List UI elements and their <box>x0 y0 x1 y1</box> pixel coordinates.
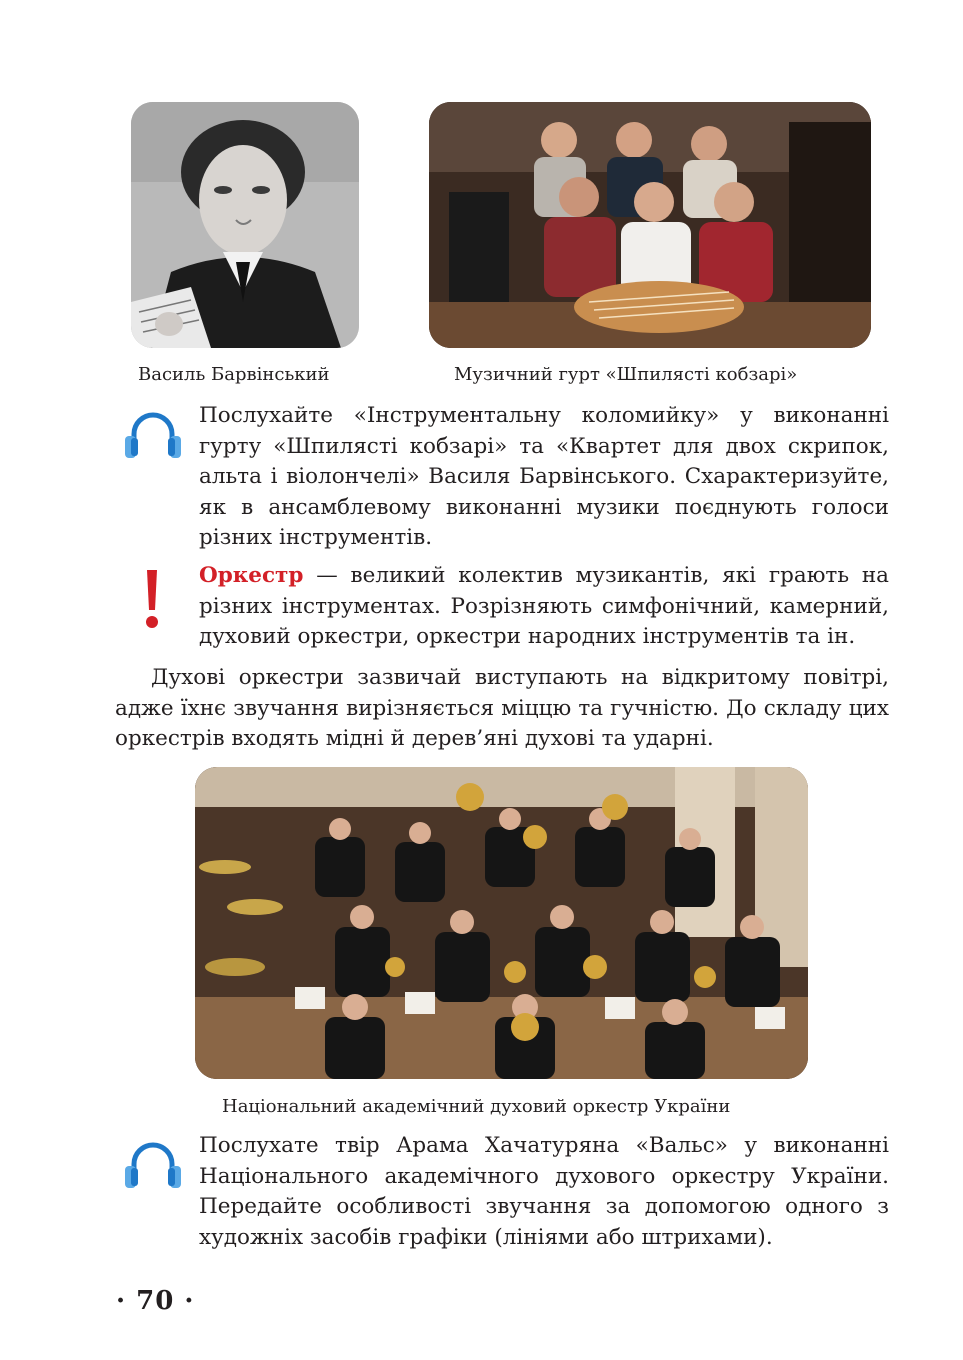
body-paragraph: Духові оркестри зазвичай виступають на відкритому повітрі, адже їхнє звучання вирізняється міццю та гучністю. До складу цих оркестрів входять мідні й дерев’яні духові та ударні. <box>115 665 889 751</box>
headphones-icon <box>122 410 184 462</box>
exclamation-icon <box>140 568 164 630</box>
page-number: · 70 · <box>116 1286 195 1316</box>
listening-task-2: Послухате твір Арама Хачатуряна «Вальс» у виконанні Національного академічного духового оркестру України. Передайте особливості звучання за допомогою одного з художніх засобів графіки (лініями або штрихами). <box>199 1133 889 1250</box>
photo-band-shpyliasti-kobzari <box>429 102 871 348</box>
photo-national-wind-orchestra <box>195 767 808 1079</box>
definition-orchestra <box>199 561 889 653</box>
headphones-icon <box>122 1140 184 1192</box>
photo-vasyl-barvinsky <box>131 102 359 348</box>
term-orchestra: Оркестр <box>199 563 304 588</box>
listening-task-1: Послухайте «Інструментальну коломийку» у виконанні гурту «Шпилясті кобзарі» та «Квартет для двох скрипок, альта і віолончелі» Василя Барвінського. Схарактеризуйте, як в ансамблевому виконанні музики поєднують голоси різних інструментів. <box>199 403 889 550</box>
caption-orchestra: Національний академічний духовий оркестр України <box>222 1096 731 1117</box>
definition-text: — великий колектив музикантів, які грають на різних інструментах. Розрізняють симфонічний, камерний, духовий оркестри, оркестри народних інструментів та ін. <box>199 563 889 649</box>
caption-barvinsky: Василь Барвінський <box>138 364 330 385</box>
caption-kobzari: Музичний гурт «Шпилясті кобзарі» <box>454 364 798 385</box>
